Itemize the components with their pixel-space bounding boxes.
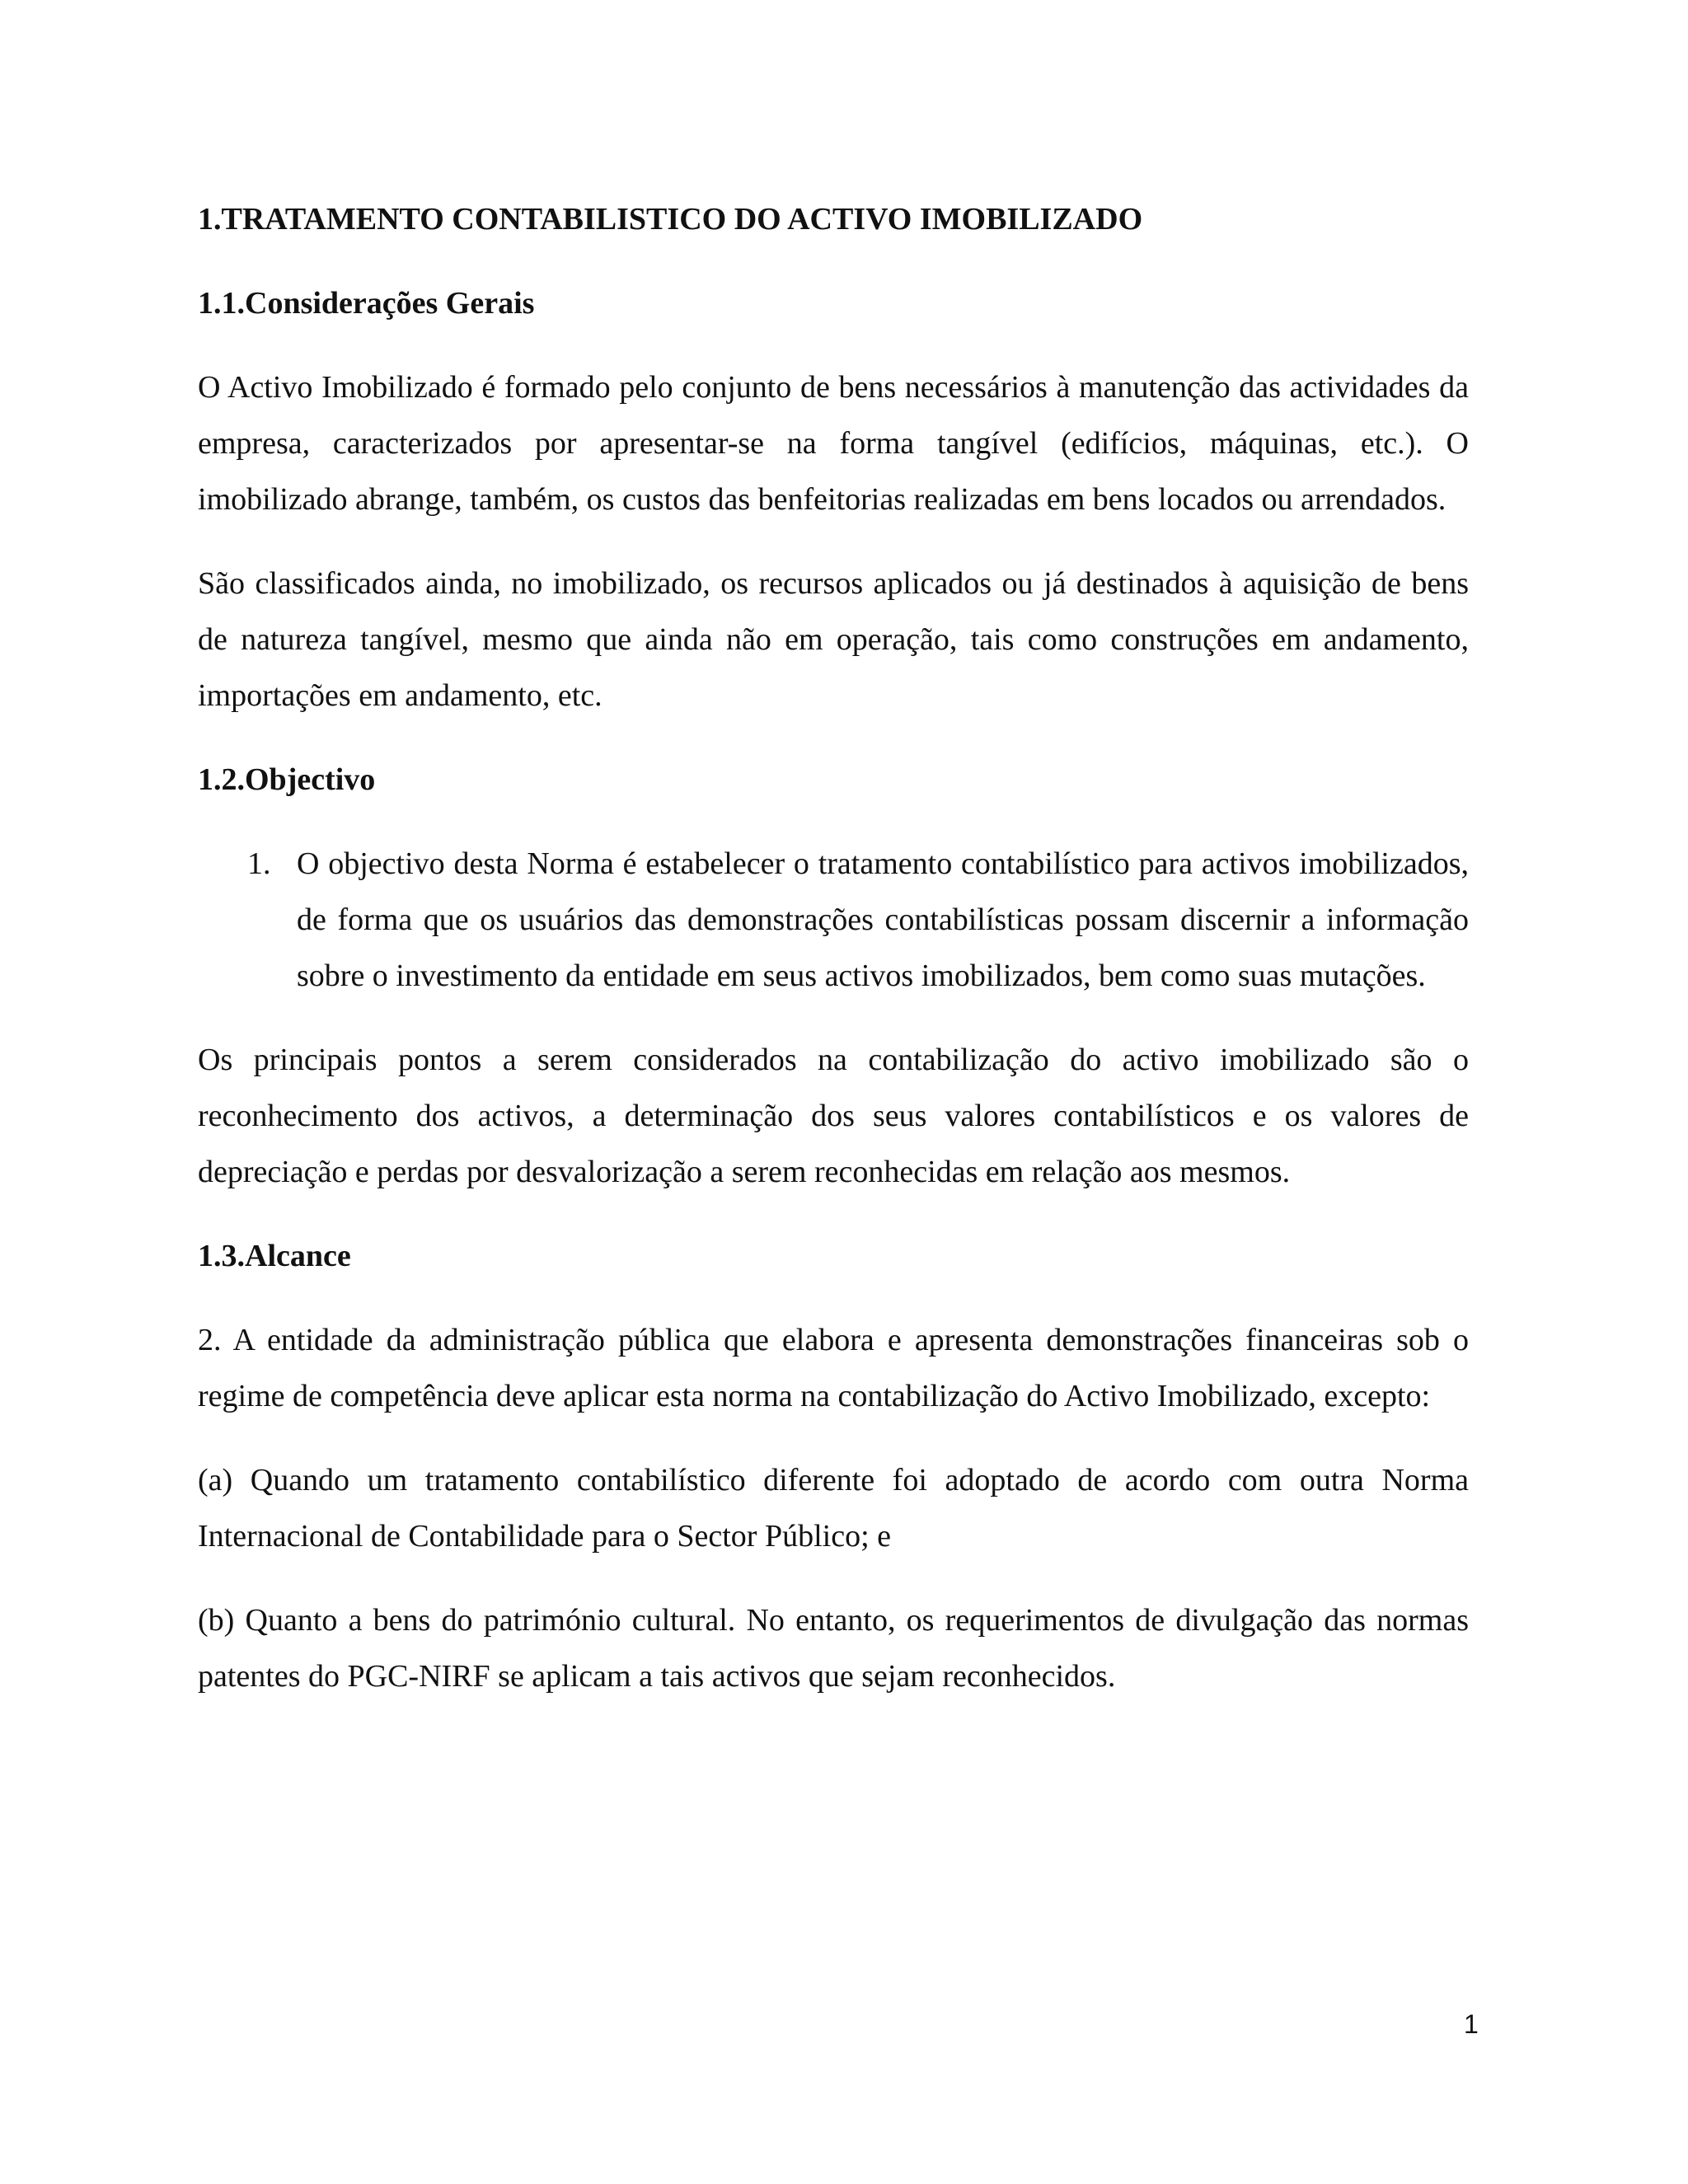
document-page — [198, 191, 1469, 1732]
paragraph-classification: São classificados ainda, no imobilizado, os recursos aplicados ou já destinados à aquisição de bens de natureza tangível, mesmo que ainda não em operação, tais como construções em andamento, importações em andamento, etc. — [198, 566, 1469, 713]
list-item-objective — [198, 836, 1469, 1004]
list-item-text: O objectivo desta Norma é estabelecer o tratamento contabilístico para activos imobilizados, de forma que os usuários das demonstrações contabilísticas possam discernir a informação sobre o investimento da entidade em seus activos imobilizados, bem como suas mutações. — [297, 846, 1469, 993]
paragraph-exception-b: (b) Quanto a bens do património cultural. No entanto, os requerimentos de divulgação das normas patentes do PGC-NIRF se aplicam a tais activos que sejam reconhecidos. — [198, 1603, 1469, 1694]
paragraph-definition: O Activo Imobilizado é formado pelo conjunto de bens necessários à manutenção das actividades da empresa, caracterizados por apresentar-se na forma tangível (edifícios, máquinas, etc.). O imobilizado abrange, também, os custos das benfeitorias realizadas em bens locados ou arrendados. — [198, 370, 1469, 517]
paragraph-scope: 2. A entidade da administração pública que elabora e apresenta demonstrações financeiras sob o regime de competência deve aplicar esta norma na contabilização do Activo Imobilizado, excepto: — [198, 1323, 1469, 1413]
page-number: 1 — [1464, 2009, 1479, 2039]
section-heading-considerations: 1.1.Considerações Gerais — [198, 286, 535, 321]
list-item-number: 1. — [247, 846, 271, 881]
paragraph-main-points: Os principais pontos a serem considerados na contabilização do activo imobilizado são o reconhecimento dos activos, a determinação dos seus valores contabilísticos e os valores de depreciação e perdas por desvalorização a serem reconhecidas em relação aos mesmos. — [198, 1043, 1469, 1189]
main-heading: 1.TRATAMENTO CONTABILISTICO DO ACTIVO IMOBILIZADO — [198, 202, 1143, 237]
section-heading-scope: 1.3.Alcance — [198, 1239, 351, 1273]
section-heading-objective: 1.2.Objectivo — [198, 762, 376, 797]
paragraph-exception-a: (a) Quando um tratamento contabilístico diferente foi adoptado de acordo com outra Norma Internacional de Contabilidade para o Sector Público; e — [198, 1463, 1469, 1554]
